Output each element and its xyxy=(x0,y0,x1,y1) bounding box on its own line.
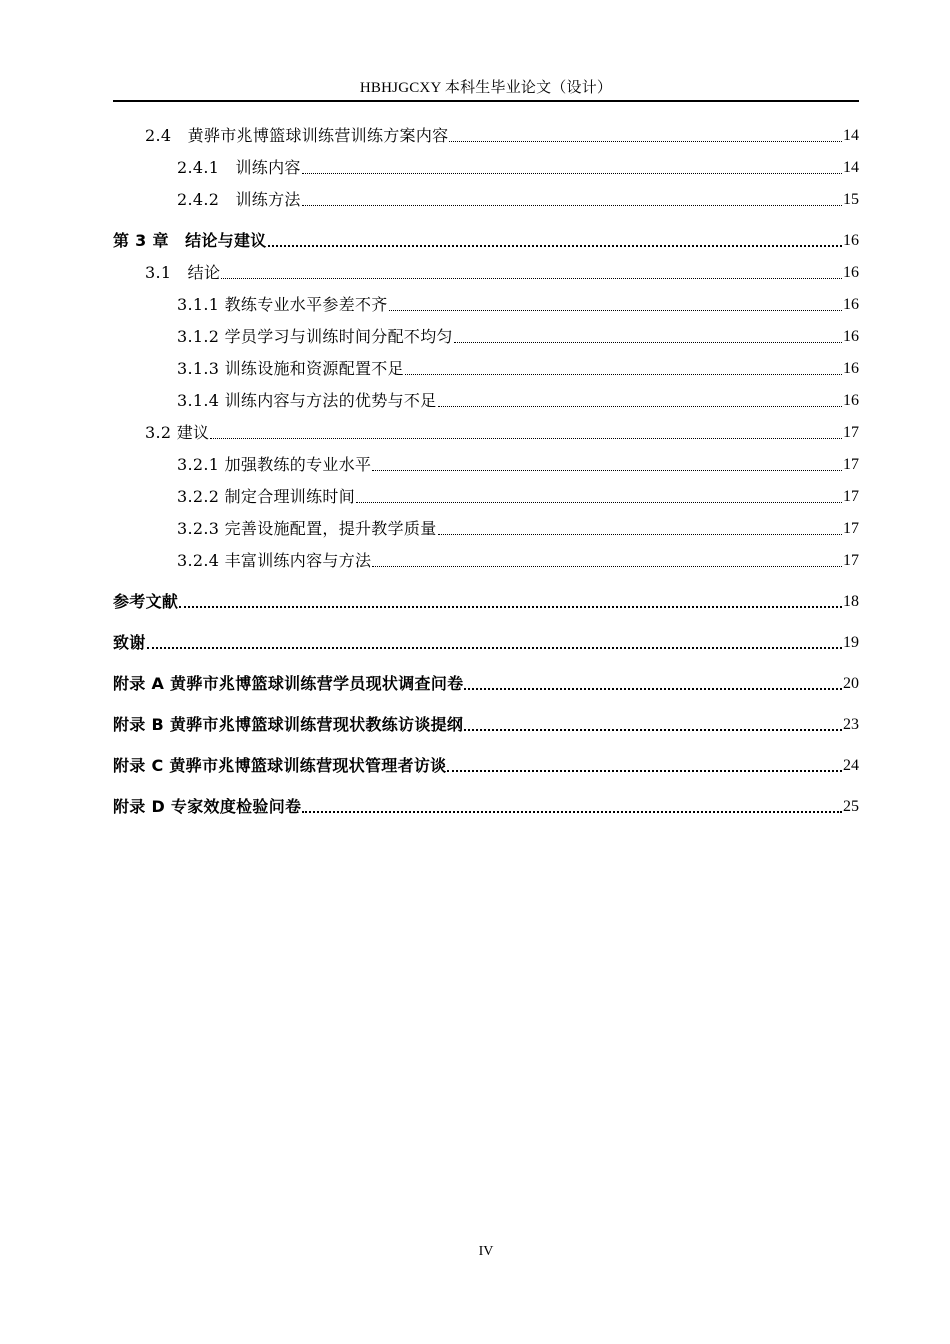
toc-dot-leader xyxy=(438,405,843,407)
toc-entry-label: 3.2.4 丰富训练内容与方法 xyxy=(177,551,372,570)
table-of-contents xyxy=(113,114,859,817)
toc-references-entry[interactable] xyxy=(113,571,859,612)
toc-dot-leader xyxy=(464,687,842,690)
toc-entry[interactable] xyxy=(113,475,859,507)
toc-entry[interactable] xyxy=(113,315,859,347)
toc-dot-leader xyxy=(210,437,842,439)
toc-entry[interactable] xyxy=(113,539,859,571)
toc-entry-page: 16 xyxy=(843,232,859,249)
toc-entry[interactable] xyxy=(113,379,859,411)
toc-dot-leader xyxy=(372,565,842,567)
toc-entry-page: 25 xyxy=(843,798,859,815)
toc-entry-label: 2.4.2 训练方法 xyxy=(177,190,301,209)
page-number: IV xyxy=(478,1244,494,1259)
toc-entry[interactable] xyxy=(113,411,859,443)
toc-entry-label: 附录 D 专家效度检验问卷 xyxy=(113,797,302,816)
toc-entry-page: 16 xyxy=(843,360,859,377)
toc-entry-label: 3.1 结论 xyxy=(145,263,221,282)
toc-entry-page: 16 xyxy=(843,264,859,281)
toc-entry-label: 第 3 章 结论与建议 xyxy=(113,231,267,250)
toc-dot-leader xyxy=(302,810,842,813)
toc-entry[interactable] xyxy=(113,114,859,146)
toc-dot-leader xyxy=(302,172,842,174)
toc-entry-label: 3.2.1 加强教练的专业水平 xyxy=(177,455,372,474)
toc-entry[interactable] xyxy=(113,507,859,539)
toc-dot-leader xyxy=(302,204,842,206)
toc-dot-leader xyxy=(447,769,842,772)
toc-entry-label: 2.4 黄骅市兆博篮球训练营训练方案内容 xyxy=(145,126,449,145)
toc-dot-leader xyxy=(454,341,842,343)
toc-appendix-entry[interactable] xyxy=(113,735,859,776)
toc-entry[interactable] xyxy=(113,347,859,379)
toc-dot-leader xyxy=(405,373,842,375)
toc-entry-label: 3.2 建议 xyxy=(145,423,210,442)
toc-appendix-entry[interactable] xyxy=(113,694,859,735)
header-rule xyxy=(113,100,859,102)
toc-acknowledgements-entry[interactable] xyxy=(113,612,859,653)
toc-entry-label: 参考文献 xyxy=(113,592,179,611)
running-header: HBHJGCXY 本科生毕业论文（设计） xyxy=(359,80,613,96)
toc-entry-label: 3.1.4 训练内容与方法的优势与不足 xyxy=(177,391,437,410)
toc-entry-label: 3.1.3 训练设施和资源配置不足 xyxy=(177,359,404,378)
toc-entry-page: 23 xyxy=(843,716,859,733)
toc-dot-leader xyxy=(372,469,842,471)
toc-entry-page: 16 xyxy=(843,296,859,313)
toc-entry-label: 3.2.3 完善设施配置，提升教学质量 xyxy=(177,519,437,538)
toc-appendix-entry[interactable] xyxy=(113,653,859,694)
toc-dot-leader xyxy=(147,646,842,649)
toc-entry[interactable] xyxy=(113,283,859,315)
toc-entry-page: 16 xyxy=(843,392,859,409)
toc-entry[interactable] xyxy=(113,146,859,178)
toc-entry-label: 3.1.1 教练专业水平参差不齐 xyxy=(177,295,388,314)
toc-entry[interactable] xyxy=(113,251,859,283)
toc-dot-leader xyxy=(389,309,842,311)
toc-entry-page: 17 xyxy=(843,456,859,473)
toc-entry-label: 附录 A 黄骅市兆博篮球训练营学员现状调查问卷 xyxy=(113,674,464,693)
toc-entry-page: 17 xyxy=(843,520,859,537)
toc-dot-leader xyxy=(438,533,843,535)
toc-entry-page: 16 xyxy=(843,328,859,345)
toc-appendix-entry[interactable] xyxy=(113,776,859,817)
toc-entry-label: 致谢 xyxy=(113,633,146,652)
toc-entry[interactable] xyxy=(113,178,859,210)
toc-entry-page: 15 xyxy=(843,191,859,208)
toc-entry-page: 18 xyxy=(843,593,859,610)
toc-dot-leader xyxy=(449,140,842,142)
toc-dot-leader xyxy=(356,501,842,503)
toc-entry-page: 24 xyxy=(843,757,859,774)
toc-entry-label: 3.2.2 制定合理训练时间 xyxy=(177,487,355,506)
toc-dot-leader xyxy=(464,728,842,731)
toc-entry-page: 14 xyxy=(843,127,859,144)
toc-entry-page: 17 xyxy=(843,424,859,441)
toc-entry-label: 附录 B 黄骅市兆博篮球训练营现状教练访谈提纲 xyxy=(113,715,464,734)
toc-entry-page: 20 xyxy=(843,675,859,692)
toc-entry-label: 3.1.2 学员学习与训练时间分配不均匀 xyxy=(177,327,453,346)
toc-dot-leader xyxy=(179,605,842,608)
toc-entry[interactable] xyxy=(113,443,859,475)
toc-entry-page: 17 xyxy=(843,488,859,505)
toc-entry-label: 2.4.1 训练内容 xyxy=(177,158,301,177)
toc-dot-leader xyxy=(221,277,842,279)
toc-dot-leader xyxy=(268,244,842,247)
toc-entry-page: 17 xyxy=(843,552,859,569)
toc-entry-label: 附录 C 黄骅市兆博篮球训练营现状管理者访谈 xyxy=(113,756,447,775)
toc-entry-page: 14 xyxy=(843,159,859,176)
toc-chapter-entry[interactable] xyxy=(113,210,859,251)
toc-entry-page: 19 xyxy=(843,634,859,651)
